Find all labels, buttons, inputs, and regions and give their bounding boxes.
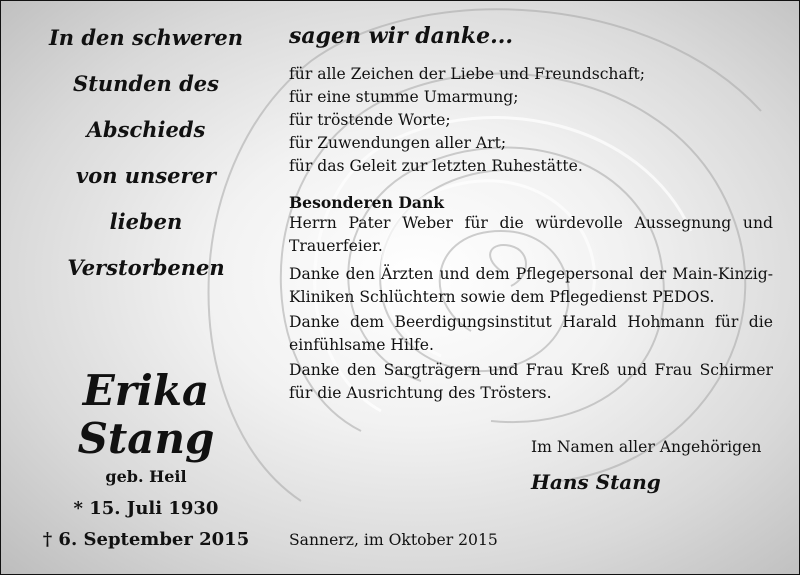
thanks-heading: sagen wir danke... xyxy=(289,23,514,49)
thanks-list xyxy=(289,63,773,178)
intro-line-2: Stunden des xyxy=(73,71,219,96)
deceased-first-name: Erika xyxy=(82,366,210,415)
thanks-item: für eine stumme Umarmung; xyxy=(289,88,519,106)
signer-name: Hans Stang xyxy=(531,470,661,494)
on-behalf-line: Im Namen aller Angehörigen xyxy=(531,438,762,456)
intro-line-6: Verstorbenen xyxy=(67,255,225,280)
intro-line-4: von unserer xyxy=(76,163,216,188)
place-date: Sannerz, im Oktober 2015 xyxy=(289,531,498,549)
thanks-item: für tröstende Worte; xyxy=(289,111,451,129)
thanks-paragraph: Herrn Pater Weber für die würdevolle Aussegnung und Trauerfeier. xyxy=(289,214,773,255)
thanks-item: für das Geleit zur letzten Ruhestätte. xyxy=(289,157,583,175)
intro-line-3: Abschieds xyxy=(86,117,206,142)
intro-line-1: In den schweren xyxy=(48,25,244,50)
maiden-name: geb. Heil xyxy=(105,467,187,486)
death-date: † 6. September 2015 xyxy=(42,529,250,550)
thanks-paragraph: Danke den Sargträgern und Frau Kreß und Frau Schirmer für die Ausrichtung des Trösters. xyxy=(289,361,773,402)
thanks-item: für Zuwendungen aller Art; xyxy=(289,134,507,152)
thanks-paragraph: Danke dem Beerdigungsinstitut Harald Hohmann für die einfühlsame Hilfe. xyxy=(289,313,773,354)
special-thanks-title: Besonderen Dank xyxy=(289,193,445,212)
deceased-last-name: Stang xyxy=(77,414,215,463)
thanks-item: für alle Zeichen der Liebe und Freundschaft; xyxy=(289,65,646,83)
thanks-paragraph: Danke den Ärzten und dem Pflegepersonal der Main-Kinzig-Kliniken Schlüchtern sowie dem Pflegedienst PEDOS. xyxy=(289,265,773,306)
intro-line-5: lieben xyxy=(109,209,183,234)
birth-date: * 15. Juli 1930 xyxy=(73,498,219,519)
